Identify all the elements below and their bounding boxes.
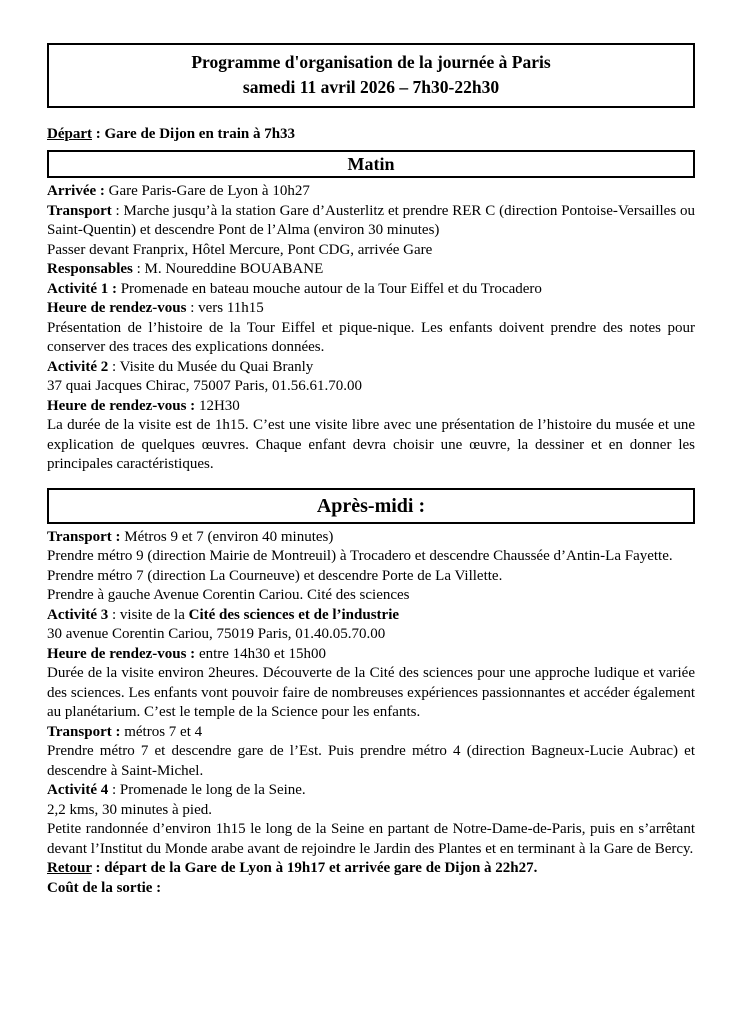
apresmidi-title: Après-midi : bbox=[316, 494, 426, 517]
depart-text: : Gare de Dijon en train à 7h33 bbox=[92, 126, 296, 142]
depart-label: Départ bbox=[47, 126, 92, 142]
activite3-mid: : visite de la bbox=[108, 606, 189, 623]
retour-text: : départ de la Gare de Lyon à 19h17 et arrivée gare de Dijon à 22h27. bbox=[91, 860, 538, 876]
activite4-desc: Petite randonnée d’environ 1h15 le long de la Seine en partant de Notre-Dame-de-Paris, puis en s’arrêtant devant l’Institut du Monde arabe avant de rejoindre le Jardin des Plantes et en terminant à la Gare de Bercy. bbox=[47, 821, 695, 857]
arrivee-label: Arrivée : bbox=[47, 183, 105, 199]
activite2-desc: La durée de la visite est de 1h15. C’est une visite libre avec une présentation de l’histoire du musée et une explication de quelques œuvres. Chaque enfant devra choisir une œuvre, la dessiner et en donner les principales caractéristiques. bbox=[47, 417, 695, 472]
activite2-heure-line bbox=[47, 397, 695, 417]
arrivee-line bbox=[47, 182, 695, 202]
activite3-label: Activité 3 bbox=[47, 606, 109, 623]
activite1-heure-line bbox=[47, 299, 695, 319]
activite1-label: Activité 1 : bbox=[47, 280, 117, 297]
activite2-adresse: 37 quai Jacques Chirac, 75007 Paris, 01.56.61.70.00 bbox=[47, 378, 362, 394]
retour-label: Retour bbox=[47, 860, 92, 876]
activite1-text: Promenade en bateau mouche autour de la Tour Eiffel et du Trocadero bbox=[116, 280, 542, 297]
distance-line: 2,2 kms, 30 minutes à pied. bbox=[47, 801, 212, 818]
activite2-heure-text: 12H30 bbox=[195, 397, 240, 414]
activite2-heure-label: Heure de rendez-vous : bbox=[47, 397, 196, 414]
activite2-text: : Visite du Musée du Quai Branly bbox=[108, 358, 314, 375]
document-title-line2: samedi 11 avril 2026 – 7h30-22h30 bbox=[242, 77, 500, 97]
activite4-text: : Promenade le long de la Seine. bbox=[108, 782, 306, 798]
transport2-text: métros 7 et 4 bbox=[120, 723, 203, 740]
retour-line bbox=[47, 859, 695, 879]
responsables-text: : M. Noureddine BOUABANE bbox=[132, 261, 324, 277]
transport-matin-label: Transport bbox=[47, 202, 112, 219]
transport-matin-text: : Marche jusqu’à la station Gare d’Austerlitz et prendre RER C (direction Pontoise-Versailles ou Saint-Quentin) et descendre Pont de l’Alma (environ 30 minutes) bbox=[47, 202, 695, 238]
section-header-matin bbox=[47, 150, 695, 178]
document-title-line1: Programme d'organisation de la journée à Paris bbox=[191, 52, 551, 72]
activite3-desc: Durée de la visite environ 2heures. Découverte de la Cité des sciences pour une approche ludique et variée des sciences. Les enfants vont pouvoir faire de nombreuses expériences passionnantes et accéder également au planétarium. C’est le temple de la Science pour les enfants. bbox=[47, 665, 695, 720]
passer-line: Passer devant Franprix, Hôtel Mercure, Pont CDG, arrivée Gare bbox=[47, 241, 433, 258]
metro7-4-line: Prendre métro 7 et descendre gare de l’Est. Puis prendre métro 4 (direction Bagneux-Lucie Aubrac) et descendre à Saint-Michel. bbox=[47, 743, 695, 779]
activite1-line bbox=[47, 280, 695, 300]
matin-title: Matin bbox=[347, 154, 395, 174]
activite1-heure-label: Heure de rendez-vous bbox=[47, 300, 187, 316]
depart-line bbox=[47, 125, 695, 144]
activite3-line bbox=[47, 606, 695, 626]
transport-matin-line bbox=[47, 202, 695, 241]
activite3-heure-label: Heure de rendez-vous : bbox=[47, 645, 196, 662]
activite1-heure-text: : vers 11h15 bbox=[186, 300, 264, 316]
activite3-heure-text: entre 14h30 et 15h00 bbox=[195, 645, 326, 662]
arrivee-text: Gare Paris-Gare de Lyon à 10h27 bbox=[104, 183, 310, 199]
activite2-label: Activité 2 bbox=[47, 358, 109, 375]
transport1-text: Métros 9 et 7 (environ 40 minutes) bbox=[120, 528, 334, 545]
responsables-line bbox=[47, 260, 695, 280]
transport2-label: Transport : bbox=[47, 723, 121, 740]
transport1-label: Transport : bbox=[47, 528, 121, 545]
activite3-adresse: 30 avenue Corentin Cariou, 75019 Paris, 01.40.05.70.00 bbox=[47, 626, 386, 642]
corentin-cariou-line: Prendre à gauche Avenue Corentin Cariou. Cité des sciences bbox=[47, 587, 410, 603]
transport1-line bbox=[47, 528, 695, 548]
title-box bbox=[47, 43, 695, 108]
activite4-line bbox=[47, 781, 695, 801]
metro7-line: Prendre métro 7 (direction La Courneuve) et descendre Porte de La Villette. bbox=[47, 567, 503, 584]
metro9-line: Prendre métro 9 (direction Mairie de Montreuil) à Trocadero et descendre Chaussée d’Antin-La Fayette. bbox=[47, 548, 673, 564]
activite3-heure-line bbox=[47, 645, 695, 665]
activite3-bold: Cité des sciences et de l’industrie bbox=[188, 606, 400, 623]
activite1-desc: Présentation de l’histoire de la Tour Eiffel et pique-nique. Les enfants doivent prendre des notes pour conserver des traces des explications données. bbox=[47, 319, 695, 355]
section-header-apresmidi bbox=[47, 488, 695, 524]
transport2-line bbox=[47, 723, 695, 743]
cout-line: Coût de la sortie : bbox=[47, 879, 162, 896]
responsables-label: Responsables bbox=[47, 261, 133, 277]
activite2-line bbox=[47, 358, 695, 378]
activite4-label: Activité 4 bbox=[47, 782, 109, 798]
